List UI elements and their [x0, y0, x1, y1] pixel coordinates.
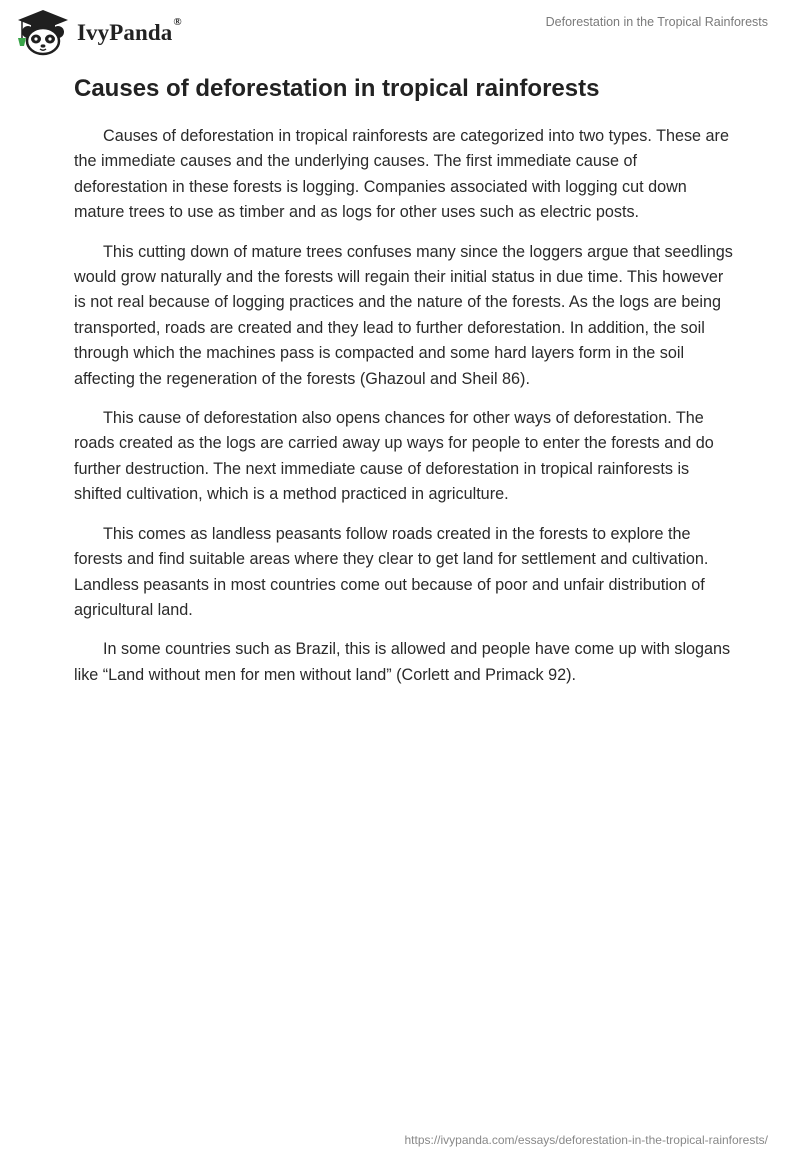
- registered-mark: ®: [173, 16, 182, 28]
- paragraph: Causes of deforestation in tropical rainforests are categorized into two types. These are the immediate causes and the underlying causes. The first immediate cause of deforestation in these forests is logging. Companies associated with logging cut down mature trees to use as timber and as logs for other uses such as electric posts.: [74, 127, 729, 222]
- panda-logo-icon: [14, 8, 72, 56]
- document-title: Deforestation in the Tropical Rainforests: [545, 15, 768, 29]
- paragraph: This cause of deforestation also opens chances for other ways of deforestation. The roads created as the logs are carried away up ways for people to enter the forests and do further destruction. The next immediate cause of deforestation in tropical rainforests is shifted cultivation, which is a method practiced in agriculture.: [74, 409, 714, 504]
- brand-label: IvyPanda: [77, 20, 173, 45]
- article-content: [74, 72, 734, 702]
- source-url-link[interactable]: https://ivypanda.com/essays/deforestation-in-the-tropical-rainforests/: [404, 1133, 768, 1147]
- paragraph: This cutting down of mature trees confuses many since the loggers argue that seedlings would grow naturally and the forests will regain their initial status in due time. This however is not real because of logging practices and the nature of the forests. As the logs are being transported, roads are created and they lead to further deforestation. In addition, the soil through which the machines pass is compacted and some hard layers form in the soil affecting the regeneration of the forests (Ghazoul and Sheil 86).: [74, 242, 733, 388]
- brand-name: [77, 16, 182, 46]
- page-header: [0, 0, 800, 60]
- paragraph: This comes as landless peasants follow roads created in the forests to explore the forests and find suitable areas where they clear to get land for settlement and cultivation. Landless peasants in most countries come out because of poor and unfair distribution of agricultural land.: [74, 524, 709, 619]
- ivypanda-logo[interactable]: [14, 8, 182, 56]
- paragraph: In some countries such as Brazil, this is allowed and people have come up with slogans like “Land without men for men without land” (Corlett and Primack 92).: [74, 640, 731, 684]
- article-heading: Causes of deforestation in tropical rainforests: [74, 75, 600, 102]
